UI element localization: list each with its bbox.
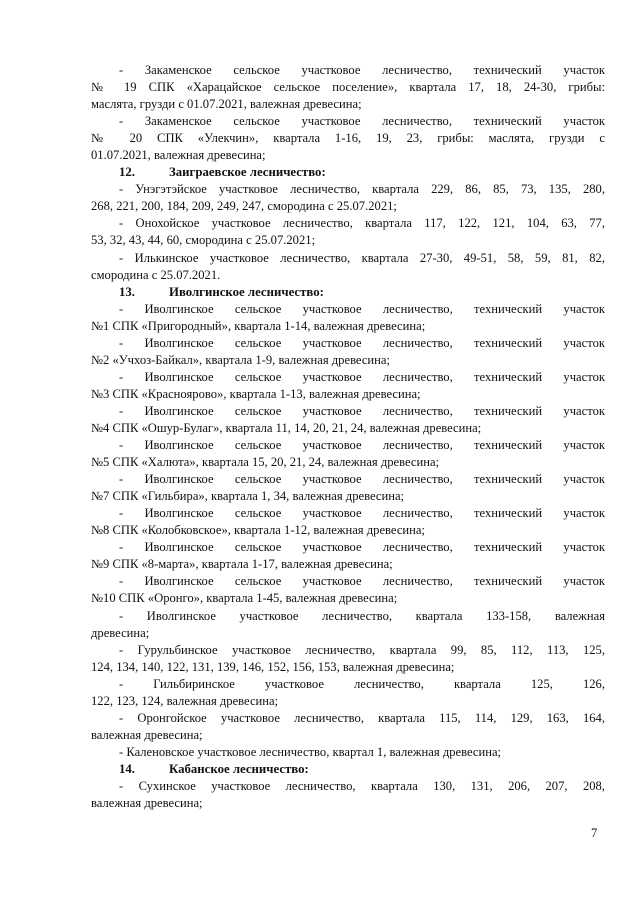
paragraph-line: - Каленовское участковое лесничество, квартал 1, валежная древесина; bbox=[119, 744, 502, 759]
paragraph-line: №5 СПК «Халюта», квартала 15, 20, 21, 24, валежная древесина; bbox=[91, 455, 440, 470]
paragraph-line: - Илькинское участковое лесничество, квартала 27-30, 49-51, 58, 59, 81, 82, bbox=[119, 250, 605, 265]
paragraph-line: №8 СПК «Колобковское», квартала 1-12, валежная древесина; bbox=[91, 523, 425, 538]
paragraph-line: древесина; bbox=[91, 625, 150, 640]
paragraph-line: № 19 СПК «Харацайское сельское поселение», квартала 17, 18, 24-30, грибы: bbox=[91, 80, 605, 95]
paragraph-line: - Онохойское участковое лесничество, квартала 117, 122, 121, 104, 63, 77, bbox=[119, 216, 605, 231]
paragraph-line: №4 СПК «Ошур-Булаг», квартала 11, 14, 20, 21, 24, валежная древесина; bbox=[91, 420, 482, 435]
section-title: Заиграевское лесничество: bbox=[169, 165, 326, 180]
paragraph-line: № 20 СПК «Улекчин», квартала 1-16, 19, 23, грибы: маслята, грузди с bbox=[91, 131, 605, 146]
paragraph-line: №3 СПК «Красноярово», квартала 1-13, валежная древесина; bbox=[91, 386, 421, 401]
section-number: 14. bbox=[119, 761, 135, 776]
paragraph-line: - Закаменское сельское участковое лесничество, технический участок bbox=[119, 63, 605, 77]
paragraph-line: №10 СПК «Оронго», квартала 1-45, валежная древесина; bbox=[91, 591, 398, 606]
section-heading bbox=[91, 164, 605, 181]
document-body bbox=[91, 62, 605, 812]
paragraph-line: - Сухинское участковое лесничество, квартала 130, 131, 206, 207, 208, bbox=[119, 778, 605, 793]
section-title: Иволгинское лесничество: bbox=[169, 284, 324, 299]
paragraph-line: - Иволгинское сельское участковое лесничество, технический участок bbox=[119, 438, 605, 453]
section-heading bbox=[91, 284, 605, 301]
paragraph-line: 122, 123, 124, валежная древесина; bbox=[91, 693, 279, 708]
paragraph-line: - Иволгинское сельское участковое лесничество, технический участок bbox=[119, 301, 605, 316]
page-number: 7 bbox=[591, 826, 598, 840]
paragraph-line: - Гильбиринское участковое лесничество, квартала 125, 126, bbox=[119, 676, 605, 691]
paragraph-line: - Иволгинское сельское участковое лесничество, технический участок bbox=[119, 369, 605, 384]
paragraph-line: - Оронгойское участковое лесничество, квартала 115, 114, 129, 163, 164, bbox=[119, 710, 605, 725]
paragraph-line: маслята, грузди с 01.07.2021, валежная древесина; bbox=[91, 97, 362, 112]
paragraph-line: - Иволгинское участковое лесничество, квартала 133-158, валежная bbox=[119, 608, 605, 623]
paragraph-line: 01.07.2021, валежная древесина; bbox=[91, 148, 266, 163]
paragraph-line: - Иволгинское сельское участковое лесничество, технический участок bbox=[119, 540, 605, 555]
paragraph-line: 124, 134, 140, 122, 131, 139, 146, 152, 156, 153, валежная древесина; bbox=[91, 659, 455, 674]
paragraph-line: валежная древесина; bbox=[91, 796, 203, 811]
paragraph-line: 53, 32, 43, 44, 60, смородина с 25.07.2021; bbox=[91, 233, 316, 248]
paragraph-line: - Иволгинское сельское участковое лесничество, технический участок bbox=[119, 472, 605, 487]
paragraph-line: 268, 221, 200, 184, 209, 249, 247, смородина с 25.07.2021; bbox=[91, 199, 397, 214]
paragraph-line: №7 СПК «Гильбира», квартала 1, 34, валежная древесина; bbox=[91, 489, 405, 504]
section-heading bbox=[91, 761, 605, 778]
section-number: 12. bbox=[119, 165, 135, 180]
paragraph-line: - Иволгинское сельское участковое лесничество, технический участок bbox=[119, 403, 605, 418]
paragraph-line: №9 СПК «8-марта», квартала 1-17, валежная древесина; bbox=[91, 557, 393, 572]
paragraph-line: №1 СПК «Пригородный», квартала 1-14, валежная древесина; bbox=[91, 318, 426, 333]
paragraph-line: - Закаменское сельское участковое лесничество, технический участок bbox=[119, 114, 605, 129]
paragraph-line: №2 «Учхоз-Байкал», квартала 1-9, валежная древесина; bbox=[91, 352, 390, 367]
paragraph-line: - Иволгинское сельское участковое лесничество, технический участок bbox=[119, 335, 605, 350]
section-number: 13. bbox=[119, 284, 135, 299]
paragraph-line: - Гурульбинское участковое лесничество, квартала 99, 85, 112, 113, 125, bbox=[119, 642, 605, 657]
paragraph-line: - Унэгэтэйское участковое лесничество, квартала 229, 86, 85, 73, 135, 280, bbox=[119, 182, 605, 197]
paragraph-line: смородина с 25.07.2021. bbox=[91, 267, 221, 282]
paragraph-line: валежная древесина; bbox=[91, 727, 203, 742]
paragraph-line: - Иволгинское сельское участковое лесничество, технический участок bbox=[119, 506, 605, 521]
section-title: Кабанское лесничество: bbox=[169, 761, 309, 776]
paragraph-line: - Иволгинское сельское участковое лесничество, технический участок bbox=[119, 574, 605, 589]
